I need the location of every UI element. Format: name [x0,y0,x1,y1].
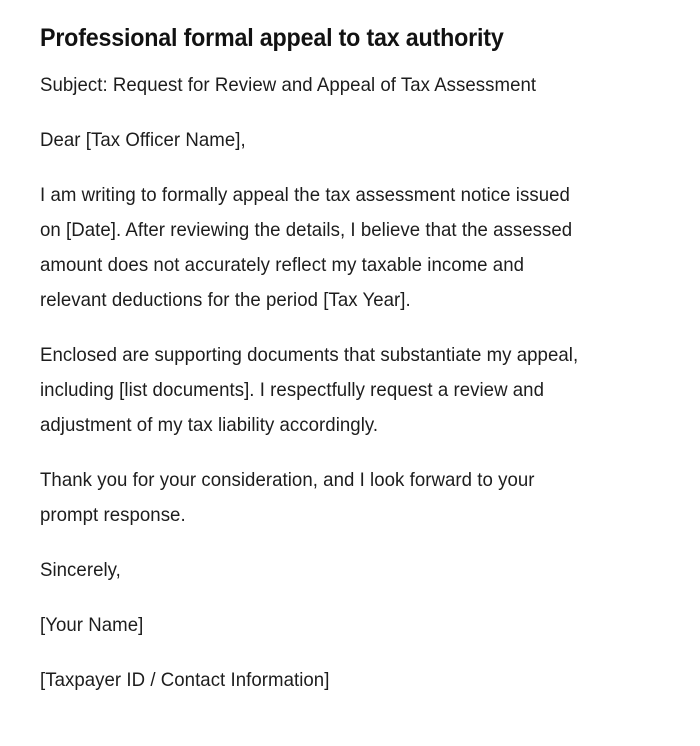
signature-name: [Your Name] [40,614,144,636]
salutation: Dear [Tax Officer Name], [40,129,246,151]
body-paragraph-2: Enclosed are supporting documents that substantiate my appeal, including [list documents]. I respectfully request a review and adjustment of my tax liability accordingly. [40,344,579,436]
body-paragraph-1: I am writing to formally appeal the tax assessment notice issued on [Date]. After reviewing the details, I believe that the assessed amount does not accurately reflect my taxable income and relevant deductions for the period [Tax Year]. [40,184,573,311]
subject-line: Subject: Request for Review and Appeal of Tax Assessment [40,74,537,96]
body-paragraph-3: Thank you for your consideration, and I look forward to your prompt response. [40,469,535,526]
document-body [40,68,622,698]
signature-contact: [Taxpayer ID / Contact Information] [40,669,330,691]
page-title: Professional formal appeal to tax authority [40,24,504,52]
closing: Sincerely, [40,559,121,581]
